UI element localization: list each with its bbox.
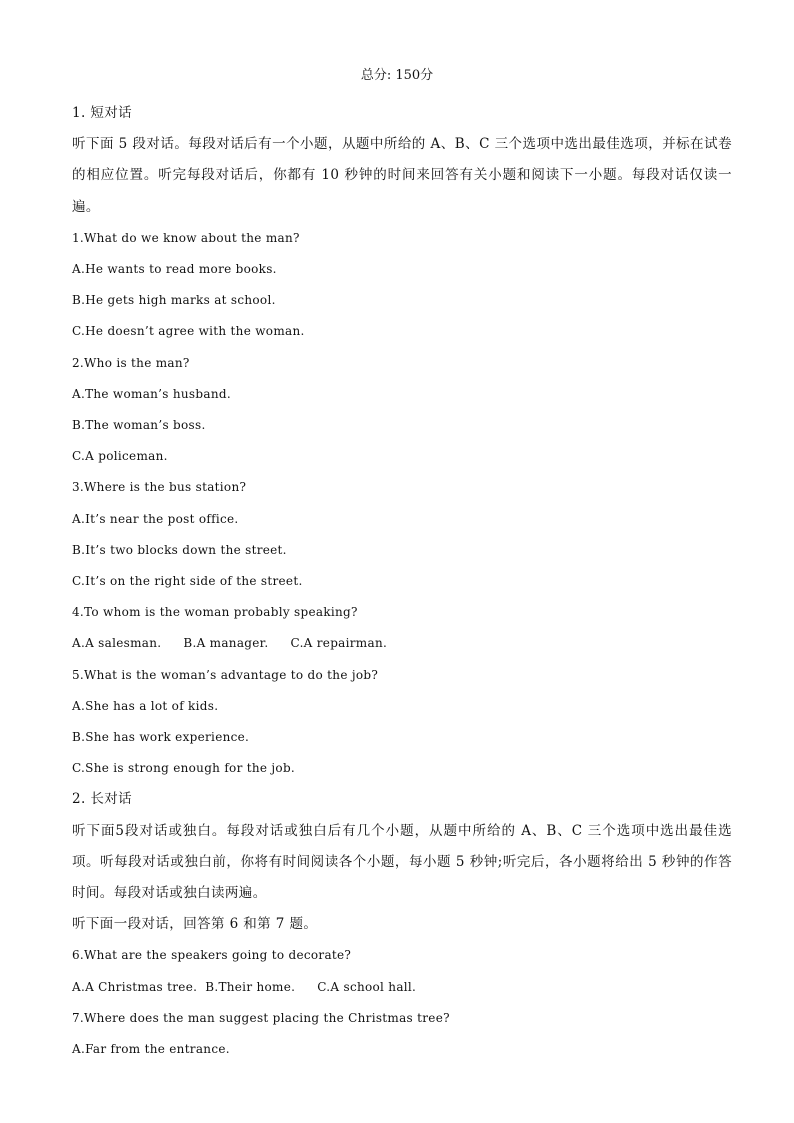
option-4a: A.A salesman. <box>72 636 162 651</box>
option-1a: A.He wants to read more books. <box>72 262 277 277</box>
question-5: 5.What is the woman’s advantage to do the job? <box>72 667 379 682</box>
exam-content <box>72 98 732 1065</box>
option-5c: C.She is strong enough for the job. <box>72 761 296 776</box>
option-3c: C.It’s on the right side of the street. <box>72 574 303 589</box>
option-1c: C.He doesn’t agree with the woman. <box>72 324 305 339</box>
section2-instructions: 听下面5段对话或独白。每段对话或独白后有几个小题，从题中所给的 A、B、C 三个选项中选出最佳选项。听每段对话或独白前，你将有时间阅读各个小题，每小题 5 秒钟;听完后，各小题将给出 5 秒钟的作答时间。每段对话或独白读两遍。 <box>72 822 732 902</box>
option-3a: A.It’s near the post office. <box>72 511 239 526</box>
option-1b: B.He gets high marks at school. <box>72 293 276 308</box>
question-1: 1.What do we know about the man? <box>72 230 300 245</box>
section2-heading: 2. 长对话 <box>72 791 133 808</box>
section1-instructions: 听下面 5 段对话。每段对话后有一个小题，从题中所给的 A、B、C 三个选项中选出最佳选项，并标在试卷的相应位置。听完每段对话后，你都有 10 秒钟的时间来回答有关小题和阅读下一小题。每段对话仅读一遍。 <box>72 136 732 215</box>
total-score: 总分: 150分 <box>360 68 434 83</box>
option-6b: B.Their home. <box>205 979 296 994</box>
section2-sub-instruction: 听下面一段对话，回答第 6 和第 7 题。 <box>72 916 318 933</box>
question-3: 3.Where is the bus station? <box>72 480 247 495</box>
option-5a: A.She has a lot of kids. <box>72 698 219 713</box>
option-2c: C.A policeman. <box>72 449 168 464</box>
option-4c: C.A repairman. <box>290 636 388 651</box>
question-4: 4.To whom is the woman probably speaking? <box>72 605 358 620</box>
option-5b: B.She has work experience. <box>72 730 250 745</box>
question-6: 6.What are the speakers going to decorate? <box>72 948 352 963</box>
options-row-4 <box>72 628 732 659</box>
option-6a: A.A Christmas tree. <box>72 979 198 994</box>
option-2a: A.The woman’s husband. <box>72 386 231 401</box>
option-6c: C.A school hall. <box>317 979 417 994</box>
option-7a: A.Far from the entrance. <box>72 1042 230 1057</box>
option-2b: B.The woman’s boss. <box>72 418 206 433</box>
question-7: 7.Where does the man suggest placing the Christmas tree? <box>72 1010 450 1025</box>
question-2: 2.Who is the man? <box>72 355 190 370</box>
section1-heading: 1. 短对话 <box>72 105 133 121</box>
options-row-6 <box>72 972 732 1003</box>
option-3b: B.It’s two blocks down the street. <box>72 542 287 557</box>
option-4b: B.A manager. <box>183 636 269 651</box>
